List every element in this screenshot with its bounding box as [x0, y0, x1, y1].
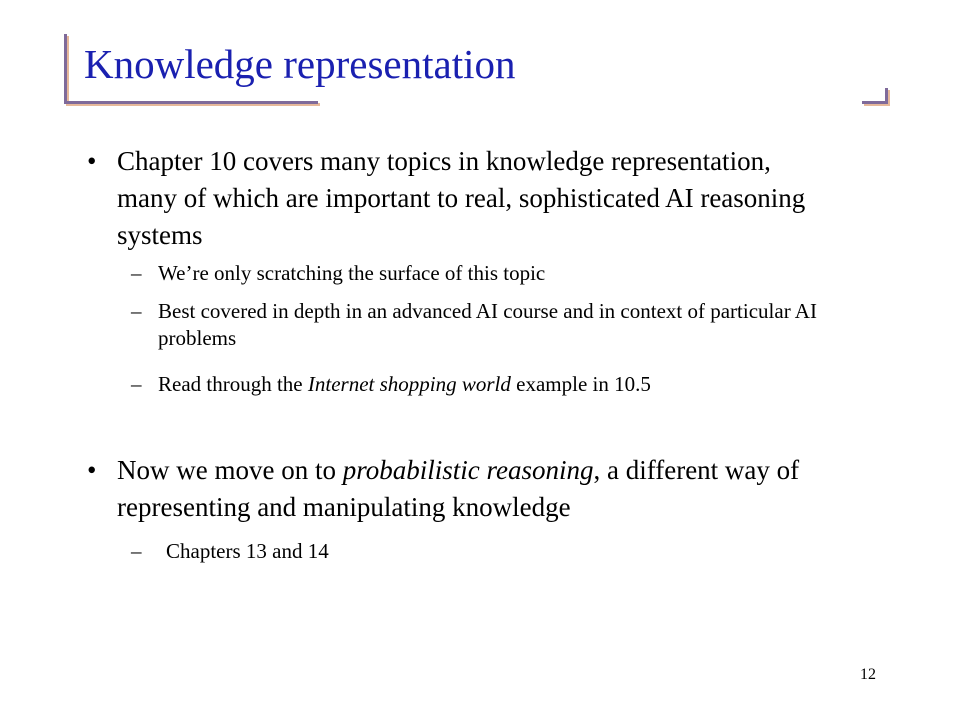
bullet-2-text-after: , a different way of representing and manipulating knowledge — [117, 455, 800, 522]
bullet-2-text-before: Now we move on to — [117, 455, 343, 485]
sub-marker: – — [131, 372, 142, 396]
sub-item-2-1-text: Chapters 13 and 14 — [166, 539, 329, 563]
slide-title: Knowledge representation — [84, 41, 516, 87]
sub-item-1-3-text-italic: Internet shopping world — [307, 372, 511, 396]
corner-bracket-horizontal — [862, 101, 888, 104]
sub-marker: – — [131, 261, 142, 285]
bullet-2-text — [117, 452, 837, 526]
page-number: 12 — [860, 666, 876, 683]
bullet-marker: • — [87, 455, 97, 485]
bullet-marker: • — [87, 146, 97, 176]
title-bracket-vertical — [64, 34, 67, 104]
sub-item-1-3-text — [158, 371, 858, 398]
sub-item-1-3-text-before: Read through the — [158, 372, 308, 396]
sub-marker: – — [131, 299, 142, 323]
sub-marker: – — [131, 539, 142, 563]
title-bracket-horizontal — [64, 101, 318, 104]
sub-item-1-2-text: Best covered in depth in an advanced AI course and in context of particular AI problems — [158, 299, 817, 350]
sub-item-1-3-text-after: example in 10.5 — [510, 372, 651, 396]
bullet-2-text-italic: probabilistic reasoning — [342, 455, 594, 485]
bullet-1-text: Chapter 10 covers many topics in knowledge representation, many of which are important to real, sophisticated AI reasoning systems — [117, 146, 806, 250]
sub-item-1-1-text: We’re only scratching the surface of this topic — [158, 261, 546, 285]
